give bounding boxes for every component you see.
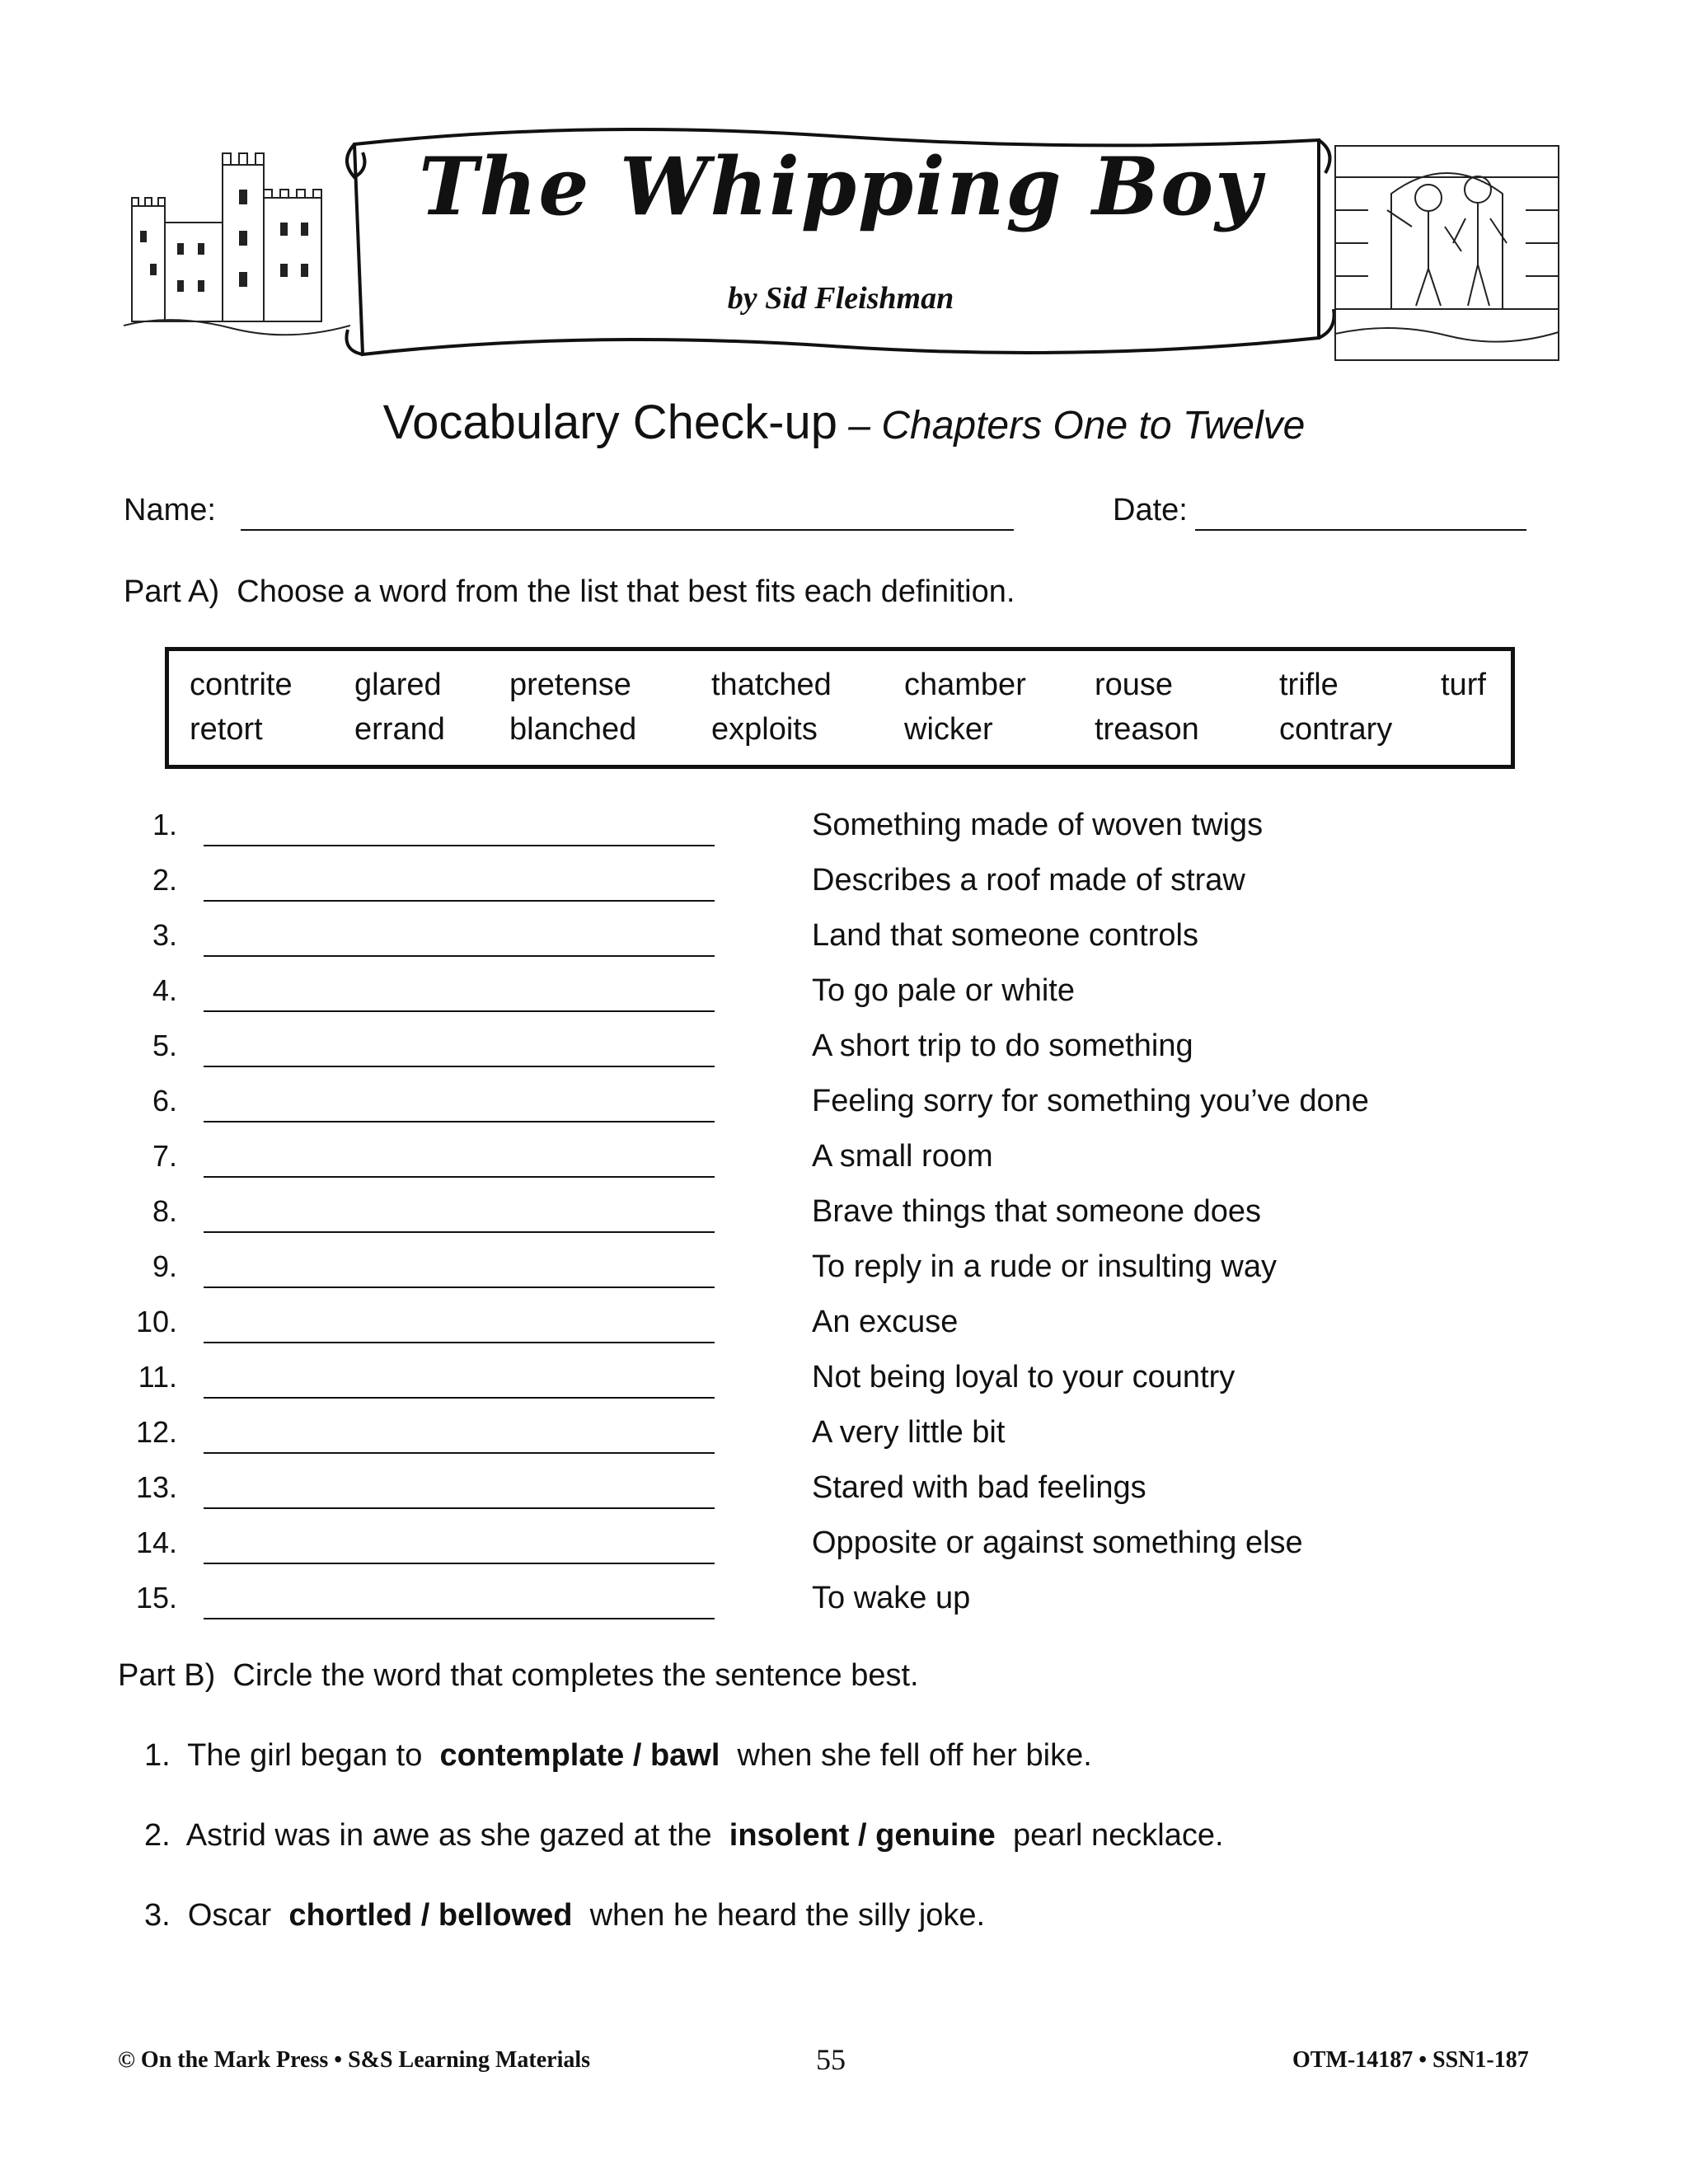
heading-main: Vocabulary Check-up xyxy=(382,396,837,449)
item-number: 12. xyxy=(135,1415,177,1449)
word-bank-box xyxy=(165,647,1515,769)
item-number: 2. xyxy=(152,863,177,897)
page-number: 55 xyxy=(816,2043,846,2076)
definition-text: An excuse xyxy=(812,1305,959,1339)
answer-line[interactable] xyxy=(204,1066,715,1067)
part-a-instruction: Choose a word from the list that best fits each definition. xyxy=(237,574,1015,609)
definition-text: Land that someone controls xyxy=(812,918,1198,953)
definition-text: Opposite or against something else xyxy=(812,1526,1303,1560)
word-bank-word: contrite xyxy=(190,668,293,702)
heading-dash: – xyxy=(837,404,882,448)
answer-line[interactable] xyxy=(204,1618,715,1619)
sentence-after: when she fell off her bike. xyxy=(737,1738,1092,1773)
sentence-number: 1. xyxy=(144,1738,171,1773)
sentence-before: The girl began to xyxy=(187,1738,423,1773)
date-label: Date: xyxy=(1113,493,1188,527)
word-bank-word: trifle xyxy=(1279,668,1339,702)
item-number: 10. xyxy=(135,1305,177,1338)
sentence-number: 3. xyxy=(144,1898,171,1933)
definition-text: Not being loyal to your country xyxy=(812,1360,1236,1394)
word-bank-word: contrary xyxy=(1279,712,1393,747)
worksheet-title: The Whipping Boy xyxy=(419,140,1263,233)
sentence-item xyxy=(144,1738,1092,1774)
date-field[interactable] xyxy=(1195,529,1526,531)
answer-line[interactable] xyxy=(204,1121,715,1122)
definition-text: Feeling sorry for something you’ve done xyxy=(812,1084,1369,1118)
answer-line[interactable] xyxy=(204,1342,715,1343)
word-bank-word: pretense xyxy=(509,668,631,702)
item-number: 9. xyxy=(152,1249,177,1283)
sentence-item xyxy=(144,1818,1224,1854)
answer-line[interactable] xyxy=(204,900,715,902)
heading-subtitle: Chapters One to Twelve xyxy=(881,404,1306,448)
sentence-after: pearl necklace. xyxy=(1012,1818,1224,1853)
definition-text: To reply in a rude or insulting way xyxy=(812,1249,1277,1284)
sentence-before: Oscar xyxy=(187,1898,272,1933)
word-bank-word: glared xyxy=(354,668,442,702)
sentence-choice[interactable]: contemplate / bawl xyxy=(439,1738,720,1773)
boys-illustration xyxy=(1334,144,1560,363)
definition-text: To go pale or white xyxy=(812,973,1075,1008)
word-bank-word: rouse xyxy=(1095,668,1174,702)
word-bank-word: thatched xyxy=(711,668,832,702)
sentence-number: 2. xyxy=(144,1818,171,1853)
answer-line[interactable] xyxy=(204,1176,715,1178)
item-number: 6. xyxy=(152,1084,177,1118)
castle-illustration xyxy=(124,140,350,346)
word-bank-word: chamber xyxy=(904,668,1026,702)
word-bank-word: turf xyxy=(1441,668,1486,702)
item-number: 13. xyxy=(135,1470,177,1504)
name-label: Name: xyxy=(124,493,216,527)
footer-code: OTM-14187 • SSN1-187 xyxy=(1292,2047,1529,2073)
answer-line[interactable] xyxy=(204,1010,715,1012)
part-a-heading xyxy=(124,574,1015,610)
word-bank-word: errand xyxy=(354,712,445,747)
answer-line[interactable] xyxy=(204,1452,715,1454)
definition-text: To wake up xyxy=(812,1581,971,1615)
answer-line[interactable] xyxy=(204,1563,715,1564)
item-number: 14. xyxy=(135,1526,177,1559)
answer-line[interactable] xyxy=(204,1286,715,1288)
definition-text: Brave things that someone does xyxy=(812,1194,1262,1229)
definition-text: Describes a roof made of straw xyxy=(812,863,1245,898)
item-number: 11. xyxy=(138,1360,177,1394)
word-bank-word: retort xyxy=(190,712,263,747)
answer-line[interactable] xyxy=(204,955,715,957)
item-number: 3. xyxy=(152,918,177,952)
sentence-choice[interactable]: chortled / bellowed xyxy=(288,1898,573,1933)
sentence-item xyxy=(144,1898,985,1933)
answer-line[interactable] xyxy=(204,1231,715,1233)
sentence-choice[interactable]: insolent / genuine xyxy=(729,1818,996,1853)
section-heading xyxy=(0,394,1688,452)
name-field[interactable] xyxy=(241,529,1014,531)
word-bank-word: blanched xyxy=(509,712,637,747)
footer-copyright: © On the Mark Press • S&S Learning Materials xyxy=(118,2047,591,2073)
word-bank-word: treason xyxy=(1095,712,1199,747)
sentence-before: Astrid was in awe as she gazed at the xyxy=(185,1818,712,1853)
word-bank-word: wicker xyxy=(904,712,993,747)
answer-line[interactable] xyxy=(204,845,715,846)
part-b-heading xyxy=(118,1658,919,1694)
answer-line[interactable] xyxy=(204,1507,715,1509)
definition-text: A small room xyxy=(812,1139,993,1174)
definition-text: A very little bit xyxy=(812,1415,1006,1450)
definition-text: A short trip to do something xyxy=(812,1029,1193,1063)
part-b-label: Part B) xyxy=(118,1658,216,1693)
item-number: 8. xyxy=(152,1194,177,1228)
item-number: 5. xyxy=(152,1029,177,1062)
part-b-instruction: Circle the word that completes the sentence best. xyxy=(232,1658,919,1693)
item-number: 15. xyxy=(135,1581,177,1615)
item-number: 7. xyxy=(152,1139,177,1173)
word-bank-word: exploits xyxy=(711,712,818,747)
definition-text: Something made of woven twigs xyxy=(812,808,1264,842)
sentence-after: when he heard the silly joke. xyxy=(589,1898,986,1933)
item-number: 1. xyxy=(152,808,177,841)
definition-text: Stared with bad feelings xyxy=(812,1470,1146,1505)
answer-line[interactable] xyxy=(204,1397,715,1399)
author-byline: by Sid Fleishman xyxy=(727,281,954,316)
part-a-label: Part A) xyxy=(124,574,220,609)
item-number: 4. xyxy=(152,973,177,1007)
